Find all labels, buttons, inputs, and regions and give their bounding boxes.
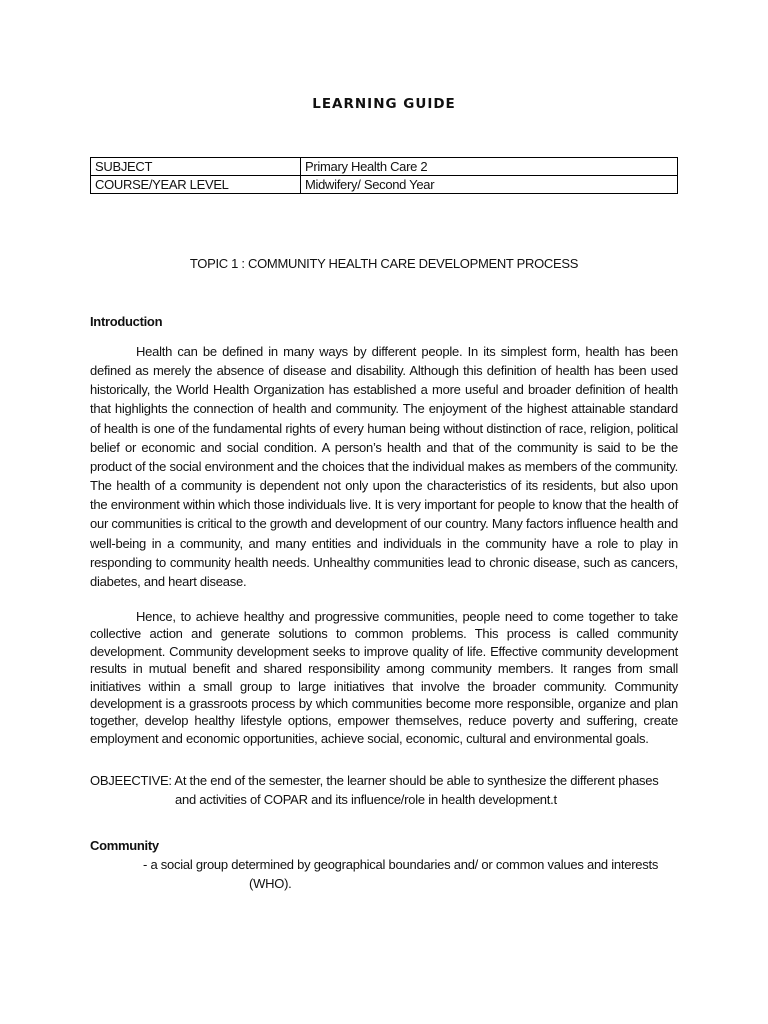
- table-row: [91, 158, 678, 176]
- info-table: [90, 157, 678, 194]
- community-definition-line-2: (WHO).: [249, 876, 292, 891]
- topic-heading: TOPIC 1 : COMMUNITY HEALTH CARE DEVELOPMENT PROCESS: [189, 256, 579, 271]
- community-definition-line-1: - a social group determined by geographical boundaries and/ or common values and interests: [143, 857, 659, 872]
- table-cell-label: SUBJECT: [91, 158, 301, 176]
- table-cell-value: Primary Health Care 2: [301, 158, 678, 176]
- introduction-paragraph-2: Hence, to achieve healthy and progressive communities, people need to come together to take collective action and generate solutions to common problems. This process is called community development. Community development seeks to improve quality of life. Effective community development results in mutual benefit and shared responsibility among community members. It ranges from small initiatives within a small group to large initiatives that involve the broader community. Community development is a grassroots process by which communities become more responsible, organize and plan together, develop healthy lifestyle options, empower themselves, reduce poverty and suffering, create employment and economic opportunities, achieve social, economic, cultural and environmental goals.: [90, 609, 678, 746]
- table-row: [91, 176, 678, 194]
- community-heading: Community: [90, 838, 159, 853]
- table-cell-value: Midwifery/ Second Year: [301, 176, 678, 194]
- objective-line-1: OBJEECTIVE: At the end of the semester, the learner should be able to synthesize the different phases: [90, 773, 659, 788]
- document-title: LEARNING GUIDE: [312, 96, 456, 112]
- table-cell-label: COURSE/YEAR LEVEL: [91, 176, 301, 194]
- objective-block: [90, 771, 678, 809]
- introduction-heading: Introduction: [90, 314, 163, 329]
- community-definition: [143, 855, 683, 893]
- objective-line-2: and activities of COPAR and its influence/role in health development.t: [175, 792, 557, 807]
- introduction-paragraph-1: Health can be defined in many ways by different people. In its simplest form, health has been defined as merely the absence of disease and disability. Although this definition of health has been used historically, the World Health Organization has established a more useful and broader definition of health that highlights the connection of health and community. The enjoyment of the highest attainable standard of health is one of the fundamental rights of every human being without distinction of race, religion, political belief or economic and social condition. A person’s health and that of the community is said to be the product of the social environment and the choices that the individual makes as members of the community. The health of a community is dependent not only upon the characteristics of its residents, but also upon the environment within which those individuals live. It is very important for people to know that the health of our communities is critical to the growth and development of our country. Many factors influence health and well-being in a community, and many entities and individuals in the community have a role to play in responding to community health needs. Unhealthy communities lead to chronic disease, such as cancers, diabetes, and heart disease.: [90, 344, 678, 589]
